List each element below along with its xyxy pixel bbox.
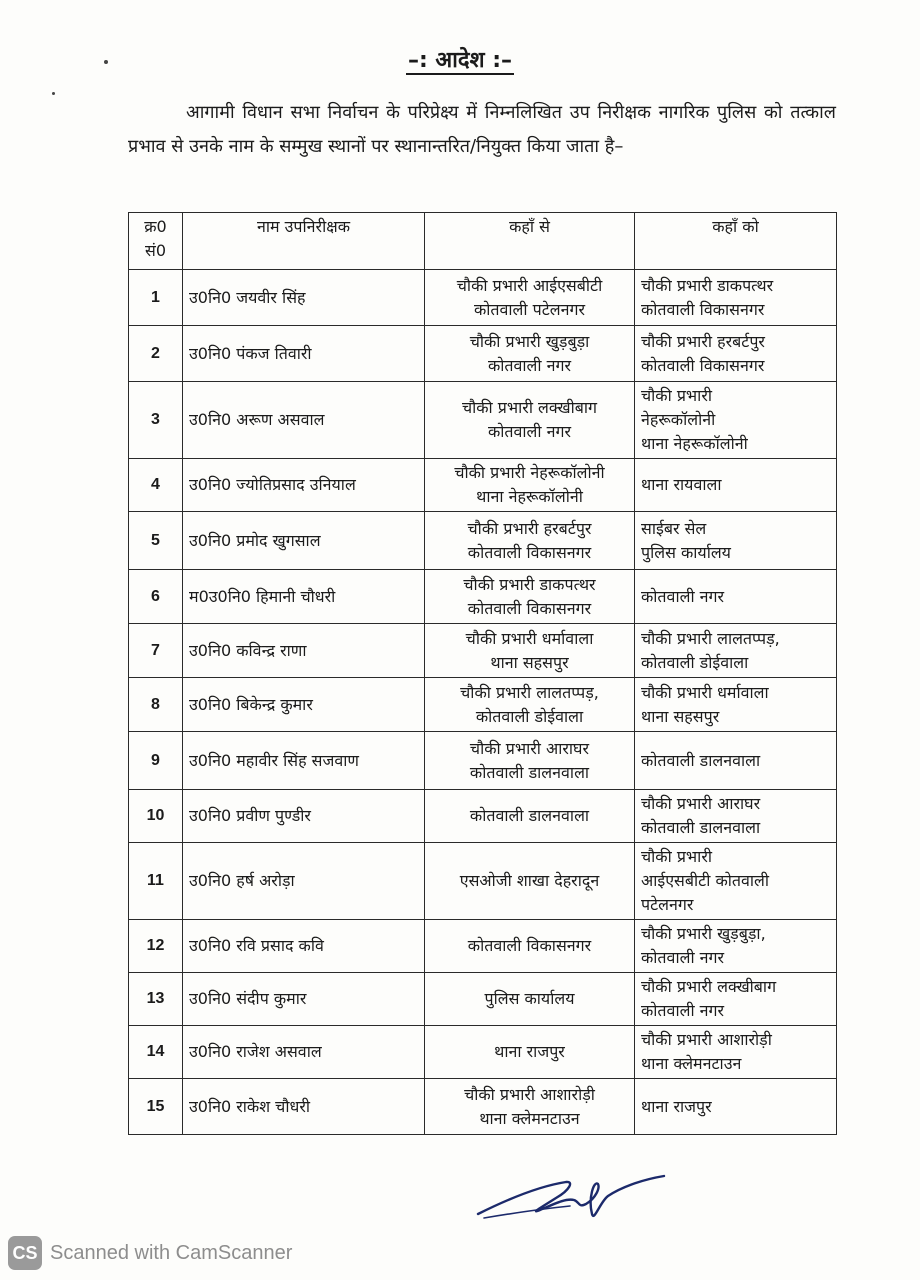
cell-officer-name: उ0नि0 राकेश चौधरी [183,1079,425,1135]
cell-transfer-from [425,1026,635,1079]
from-line: चौकी प्रभारी खुड़बुड़ा [469,331,590,351]
cell-transfer-from [425,678,635,732]
cell-officer-name: उ0नि0 रवि प्रसाद कवि [183,920,425,973]
to-line: चौकी प्रभारी [641,847,713,866]
cell-serial-number: 10 [129,790,183,843]
from-line: कोतवाली नगर [487,355,572,375]
cell-transfer-to [635,270,837,326]
table-row [129,459,837,512]
to-line: चौकी प्रभारी हरबर्टपुर [641,331,765,351]
cell-serial-number: 6 [129,570,183,624]
from-line: चौकी प्रभारी हरबर्टपुर [467,518,592,538]
from-line: चौकी प्रभारी आशारोड़ी [464,1084,595,1104]
cell-transfer-from [425,624,635,678]
order-title-text: –: आदेश :– [407,48,513,73]
cell-serial-number: 2 [129,326,183,382]
from-line: कोतवाली डालनवाला [469,806,590,825]
to-line: कोतवाली नगर [641,1001,725,1020]
from-line: चौकी प्रभारी लक्खीबाग [461,398,598,417]
cell-serial-number: 12 [129,920,183,973]
order-title [0,44,920,74]
table-row [129,270,837,326]
cell-transfer-to [635,732,837,790]
cell-serial-number: 8 [129,678,183,732]
cell-serial-number: 5 [129,512,183,570]
table-row [129,570,837,624]
to-line: कोतवाली डालनवाला [641,750,761,770]
to-line: थाना रायवाला [641,475,722,494]
cell-officer-name: उ0नि0 राजेश असवाल [183,1026,425,1079]
cell-serial-number: 14 [129,1026,183,1079]
to-line: चौकी प्रभारी आराघर [641,794,761,813]
cell-transfer-from [425,920,635,973]
cell-officer-name: उ0नि0 हर्ष अरोड़ा [183,843,425,920]
table-row [129,1026,837,1079]
from-line: चौकी प्रभारी डाकपत्थर [463,574,596,594]
cell-officer-name: उ0नि0 ज्योतिप्रसाद उनियाल [183,459,425,512]
signature [470,1168,670,1228]
cell-serial-number: 9 [129,732,183,790]
intro-paragraph: आगामी विधान सभा निर्वाचन के परिप्रेक्ष्य में निम्नलिखित उप निरीक्षक नागरिक पुलिस को तत्काल प्रभाव से उनके नाम के सम्मुख स्थानों पर स्थानान्तरित/नियुक्त किया जाता है– [128,102,836,157]
cell-transfer-to [635,1026,837,1079]
from-line: कोतवाली विकासनगर [467,542,592,562]
to-line: चौकी प्रभारी लालतप्पड़, [641,628,780,648]
from-line: कोतवाली डोईवाला [475,706,584,726]
to-line: चौकी प्रभारी खुड़बुड़ा, [641,924,766,943]
table-row [129,790,837,843]
header-to: कहाँ को [635,213,837,270]
from-line: थाना नेहरूकॉलोनी [476,487,583,506]
from-line: थाना राजपुर [494,1042,565,1061]
from-line: पुलिस कार्यालय [484,989,575,1008]
from-line: कोतवाली डालनवाला [469,762,590,782]
table-header-row [129,213,837,270]
cell-officer-name: उ0नि0 महावीर सिंह सजवाण [183,732,425,790]
from-line: चौकी प्रभारी आराघर [469,738,590,758]
header-from: कहाँ से [425,213,635,270]
to-line: पटेलनगर [641,895,694,914]
from-line: कोतवाली पटेलनगर [473,299,586,319]
to-line: कोतवाली नगर [641,586,725,606]
cell-officer-name: उ0नि0 बिकेन्द्र कुमार [183,678,425,732]
cell-serial-number: 1 [129,270,183,326]
to-line: कोतवाली नगर [641,948,725,967]
table-row [129,973,837,1026]
to-line: साईबर सेल [641,518,707,538]
to-line: कोतवाली डोईवाला [641,652,749,672]
table-body [129,270,837,1135]
cell-serial-number: 13 [129,973,183,1026]
watermark-text: Scanned with CamScanner [50,1241,293,1264]
cell-transfer-to [635,843,837,920]
from-line: चौकी प्रभारी नेहरूकॉलोनी [454,463,605,482]
cell-serial-number: 3 [129,382,183,459]
cell-serial-number: 11 [129,843,183,920]
to-line: चौकी प्रभारी डाकपत्थर [641,275,774,295]
from-line: चौकी प्रभारी लालतप्पड़, [460,682,599,702]
cell-transfer-to [635,382,837,459]
from-line: एसओजी शाखा देहरादून [459,871,600,890]
cell-transfer-to [635,326,837,382]
cell-officer-name: उ0नि0 जयवीर सिंह [183,270,425,326]
to-line: चौकी प्रभारी [641,386,713,405]
cell-officer-name: उ0नि0 संदीप कुमार [183,973,425,1026]
to-line: चौकी प्रभारी लक्खीबाग [641,977,777,996]
from-line: चौकी प्रभारी धर्मावाला [465,628,594,648]
cell-transfer-from [425,512,635,570]
to-line: कोतवाली विकासनगर [641,355,765,375]
cell-transfer-from [425,843,635,920]
header-name: नाम उपनिरीक्षक [183,213,425,270]
cell-transfer-from [425,790,635,843]
scanner-watermark [8,1234,292,1272]
cell-serial-number: 7 [129,624,183,678]
cell-officer-name: उ0नि0 कविन्द्र राणा [183,624,425,678]
cell-transfer-from [425,1079,635,1135]
table-row [129,678,837,732]
to-line: थाना नेहरूकॉलोनी [641,434,748,453]
header-serial-line1: क्र0 [144,217,167,236]
to-line: चौकी प्रभारी आशारोड़ी [641,1030,772,1049]
cell-transfer-from [425,973,635,1026]
cell-officer-name: उ0नि0 प्रवीण पुण्डीर [183,790,425,843]
to-line: थाना क्लेमनटाउन [641,1054,742,1073]
cell-transfer-to [635,790,837,843]
cell-officer-name: उ0नि0 पंकज तिवारी [183,326,425,382]
cell-serial-number: 4 [129,459,183,512]
cell-transfer-to [635,678,837,732]
cell-transfer-to [635,459,837,512]
to-line: कोतवाली विकासनगर [641,299,765,319]
table-row [129,1079,837,1135]
header-serial-number [129,213,183,270]
cell-transfer-from [425,270,635,326]
cell-transfer-to [635,920,837,973]
to-line: नेहरूकॉलोनी [641,410,716,429]
cell-transfer-from [425,382,635,459]
table-row [129,512,837,570]
cell-transfer-to [635,1079,837,1135]
table-row [129,920,837,973]
cell-officer-name: उ0नि0 अरूण असवाल [183,382,425,459]
cell-transfer-from [425,326,635,382]
cell-transfer-to [635,570,837,624]
cell-serial-number: 15 [129,1079,183,1135]
cell-transfer-to [635,512,837,570]
cell-officer-name: म0उ0नि0 हिमानी चौधरी [183,570,425,624]
to-line: थाना राजपुर [641,1096,712,1116]
from-line: थाना क्लेमनटाउन [479,1108,580,1128]
from-line: चौकी प्रभारी आईएसबीटी [456,275,603,295]
cell-transfer-from [425,459,635,512]
table-row [129,326,837,382]
to-line: थाना सहसपुर [641,706,720,726]
to-line: आईएसबीटी कोतवाली [641,871,770,890]
table-row [129,843,837,920]
from-line: थाना सहसपुर [490,652,569,672]
to-line: पुलिस कार्यालय [641,542,731,562]
transfer-table [128,212,837,1135]
table-row [129,732,837,790]
cell-officer-name: उ0नि0 प्रमोद खुगसाल [183,512,425,570]
to-line: चौकी प्रभारी धर्मावाला [641,682,769,702]
cell-transfer-to [635,973,837,1026]
table-row [129,624,837,678]
header-serial-line2: सं0 [145,241,166,260]
cell-transfer-from [425,732,635,790]
from-line: कोतवाली विकासनगर [467,936,592,955]
from-line: कोतवाली नगर [487,422,572,441]
camscanner-logo-icon: CS [8,1236,42,1270]
scan-speck [52,92,55,95]
cell-transfer-from [425,570,635,624]
cell-transfer-to [635,624,837,678]
from-line: कोतवाली विकासनगर [467,598,592,618]
to-line: कोतवाली डालनवाला [641,818,761,837]
table-row [129,382,837,459]
